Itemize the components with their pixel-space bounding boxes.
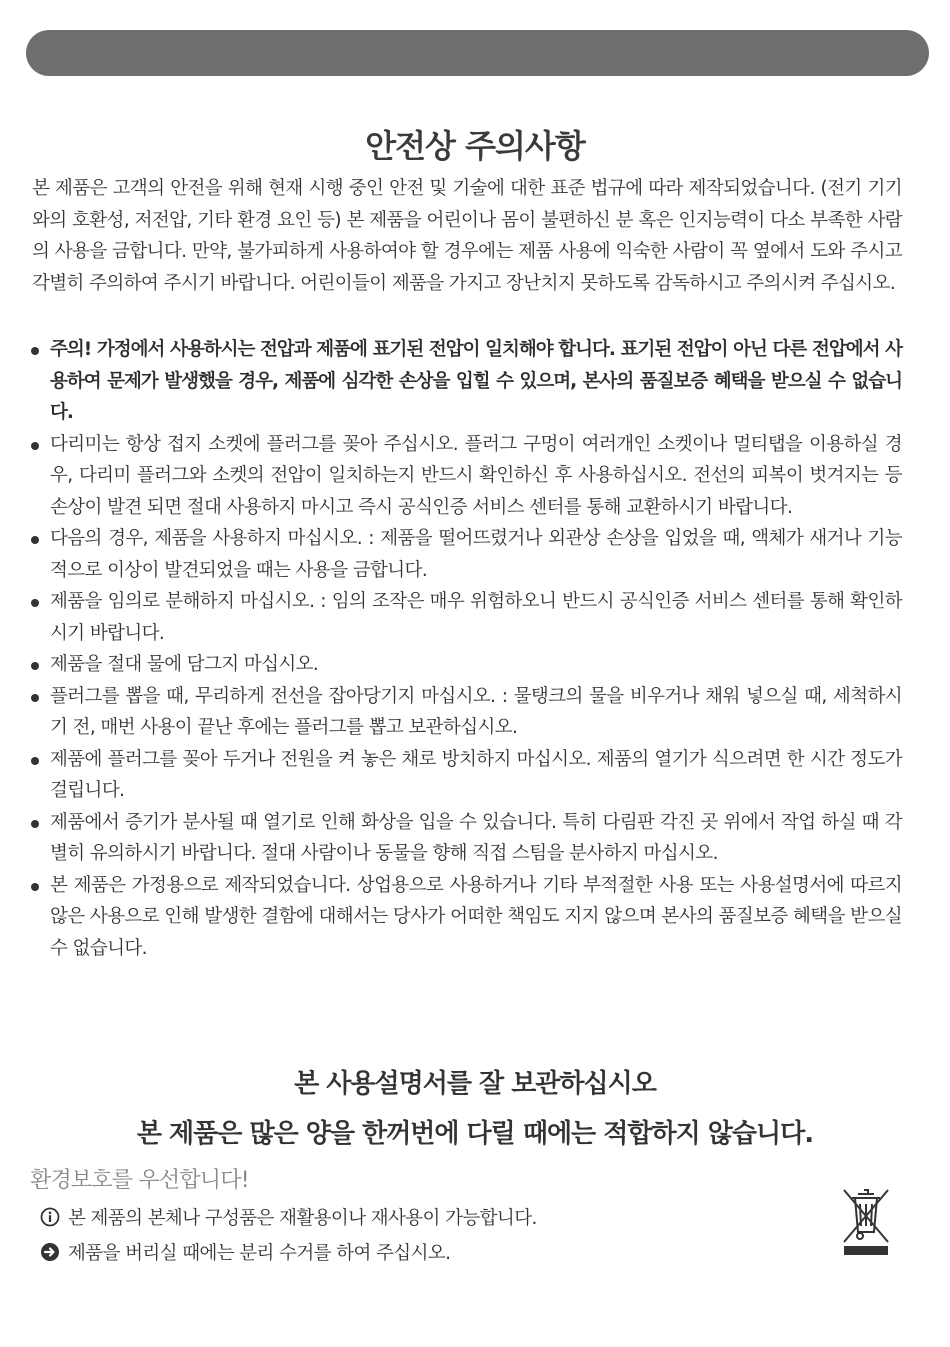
environment-title: 환경보호를 우선합니다! (30, 1168, 249, 1193)
bullet-icon (31, 757, 39, 765)
environment-line-text: 제품을 버리실 때에는 분리 수거를 하여 주십시오. (68, 1243, 451, 1264)
list-item (28, 807, 902, 870)
list-item (28, 681, 902, 744)
crossed-out-wheelie-bin-icon (838, 1184, 894, 1258)
bullet-icon (31, 536, 39, 544)
list-item (28, 523, 902, 586)
list-item (28, 744, 902, 807)
environment-line-text: 본 제품의 본체나 구성품은 재활용이나 재사용이 가능합니다. (68, 1208, 537, 1229)
bullet-icon (31, 442, 39, 450)
not-suitable-notice: 본 제품은 많은 양을 한꺼번에 다릴 때에는 적합하지 않습니다. (136, 1119, 814, 1149)
bullet-icon (31, 347, 39, 355)
list-item (28, 586, 902, 649)
list-item-text: 본 제품은 가정용으로 제작되었습니다. 상업용으로 사용하거나 기타 부적절한 사용 또는 사용설명서에 따르지 않은 사용으로 인해 발생한 결함에 대해서는 당사가 어떠한 책임도 지지 않으며 본사의 품질보증 혜택을 받으실 수 없습니다. (50, 874, 902, 959)
list-item-text: 제품을 절대 물에 담그지 마십시오. (50, 654, 319, 675)
list-item-text: 플러그를 뽑을 때, 무리하게 전선을 잡아당기지 마십시오. : 물탱크의 물을 비우거나 채워 넣으실 때, 세척하시기 전, 매번 사용이 끝난 후에는 플러그를 뽑고 보관하십시오. (50, 685, 902, 738)
header-bar (26, 30, 929, 76)
list-item (28, 429, 902, 524)
list-item-text: 제품에 플러그를 꽂아 두거나 전원을 켜 놓은 채로 방치하지 마십시오. 제품의 열기가 식으려면 한 시간 정도가 걸립니다. (50, 748, 902, 801)
safety-list (28, 334, 902, 964)
bullet-icon (31, 883, 39, 891)
arrow-right-icon (40, 1242, 60, 1262)
list-item-text: 주의! 가정에서 사용하시는 전압과 제품에 표기된 전압이 일치해야 합니다. 표기된 전압이 아닌 다른 전압에서 사용하여 문제가 발생했을 경우, 제품에 심각한 손상을 입힐 수 있으며, 본사의 품질보증 혜택을 받으실 수 없습니다. (50, 339, 902, 423)
bullet-icon (31, 820, 39, 828)
bullet-icon (31, 662, 39, 670)
list-item-text: 다음의 경우, 제품을 사용하지 마십시오. : 제품을 떨어뜨렸거나 외관상 손상을 입었을 때, 액체가 새거나 기능적으로 이상이 발견되었을 때는 사용을 금합니다. (50, 528, 902, 581)
list-item-text: 제품을 임의로 분해하지 마십시오. : 임의 조작은 매우 위험하오니 반드시 공식인증 서비스 센터를 통해 확인하시기 바랍니다. (50, 591, 902, 644)
list-item-text: 다리미는 항상 접지 소켓에 플러그를 꽂아 주십시오. 플러그 구멍이 여러개인 소켓이나 멀티탭을 이용하실 경우, 다리미 플러그와 소켓의 전압이 일치하는지 반드시 확인하신 후 사용하십시오. 전선의 피복이 벗겨지는 등 손상이 발견 되면 절대 사용하지 마시고 즉시 공식인증 서비스 센터를 통해 교환하시기 바랍니다. (50, 433, 902, 518)
environment-disposal-line (40, 1239, 450, 1265)
list-item (28, 870, 902, 965)
page-title: 안전상 주의사항 (365, 127, 585, 165)
list-item-text: 제품에서 증기가 분사될 때 열기로 인해 화상을 입을 수 있습니다. 특히 다림판 각진 곳 위에서 작업 하실 때 각별히 유의하시기 바랍니다. 절대 사람이나 동물을 향해 직접 스팀을 분사하지 마십시오. (50, 811, 902, 864)
list-item (28, 649, 902, 681)
intro-paragraph: 본 제품은 고객의 안전을 위해 현재 시행 중인 안전 및 기술에 대한 표준 법규에 따라 제작되었습니다. (전기 기기와의 호환성, 저전압, 기타 환경 요인 등) 본 제품을 어린이나 몸이 불편하신 분 혹은 인지능력이 다소 부족한 사람의 사용을 금합니다. 만약, 불가피하게 사용하여야 할 경우에는 제품 사용에 익숙한 사람이 꼭 옆에서 도와 주시고 각별히 주의하여 주시기 바랍니다. 어린이들이 제품을 가지고 장난치지 못하도록 감독하시고 주의시켜 주십시오. (32, 178, 902, 294)
list-item (28, 334, 902, 429)
environment-recycle-line (40, 1204, 537, 1230)
info-icon (40, 1207, 60, 1227)
bullet-icon (31, 599, 39, 607)
bullet-icon (31, 694, 39, 702)
keep-manual-notice: 본 사용설명서를 잘 보관하십시오 (294, 1069, 656, 1099)
